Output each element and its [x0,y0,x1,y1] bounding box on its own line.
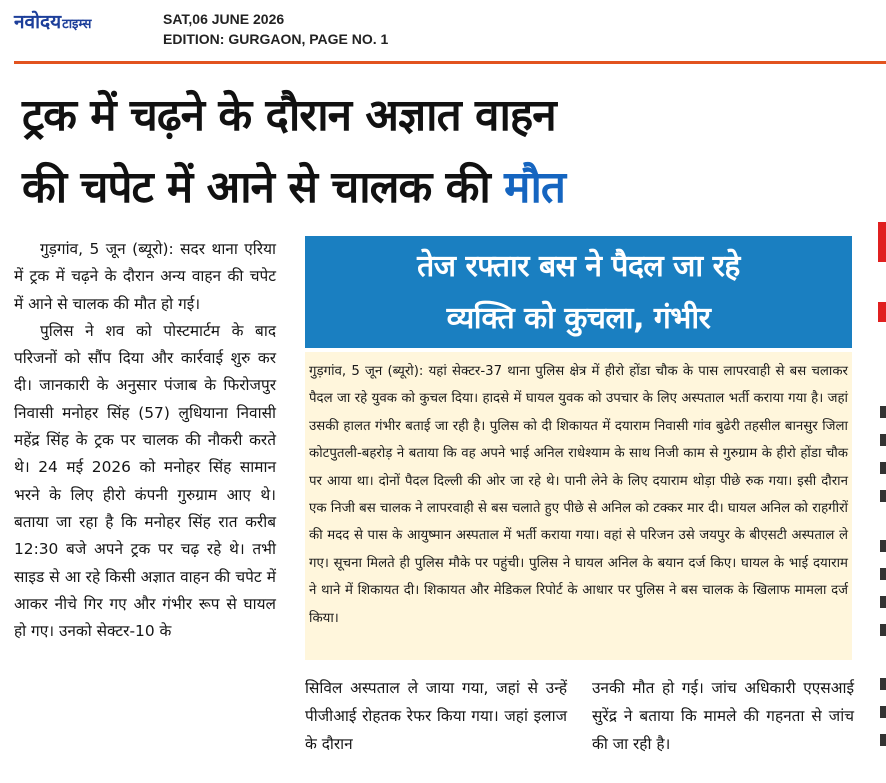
edition-line: EDITION: GURGAON, PAGE NO. 1 [163,31,389,47]
story-paragraph: पुलिस ने शव को पोस्टमार्टम के बाद परिजनों को सौंप दिया और कार्रवाई शुरु कर दी। जानकारी के अनुसार पंजाब के फिरोजपुर निवासी मनोहर सिंह (57) लुधियाना निवासी महेंद्र सिंह के ट्रक पर चालक की नौकरी करते थे। 24 मई 2026 को मनोहर सिंह सामान भरने के लिए हीरो कंपनी गुरुग्राम आए थे। बताया जा रहा है कि मनोहर सिंह रात करीब 12:30 बजे अपने ट्रक पर चढ़ रहे थे। तभी साइड से आ रहे किसी अज्ञात वाहन की चपेट में आकर नीचे गिर गए और गंभीर रूप से घायल हो गए। उनको सेक्टर-10 के [14,321,276,641]
text-fragment [880,462,886,474]
masthead-divider [14,61,886,64]
inset-story-body: गुड़गांव, 5 जून (ब्यूरो): यहां सेक्टर-37 थाना पुलिस क्षेत्र में हीरो होंडा चौक के पास लापरवाही से बस चलाकर पैदल जा रहे युवक को कुचल दिया। हादसे में घायल युवक को उपचार के लिए अस्पताल भर्ती कराया गया है। जहां उसकी हालत गंभीर बताई जा रही है। पुलिस को दी शिकायत में दयाराम निवासी गांव बुढेरी तहसील बानसुर जिला कोटपुतली-बहरोड़ ने बताया कि वह अपने भाई अनिल राधेश्याम के साथ निजी काम से गुरुग्राम के हीरो होंडा चौक पर आया था। दोनों पैदल दिल्ली की ओर जा रहे थे। पानी लेने के लिए दयाराम थोड़ा पीछे रुक गया। इसी दौरान एक निजी बस चालक ने लापरवाही से बस चलाते हुए पीछे से अनिल को टक्कर मार दी। घायल अनिल को राहगीरों की मदद से पास के आयुष्मान अस्पताल में भर्ती कराया गया। वहां से परिजन उसे जयपुर के बीएसटी अस्पताल ले गए। सूचना मिलते ही पुलिस मौके पर पहुंची। पुलिस ने घायल अनिल के बयान दर्ज किए। घायल के भाई दयाराम ने थाने में शिकायत दी। शिकायत और मेडिकल रिपोर्ट के आधार पर पुलिस ने बस चालक के खिलाफ मामला दर्ज किया। [305,352,852,660]
inset-headline-line-2: व्यक्ति को कुचला, गंभीर [446,301,711,336]
text-fragment [880,706,886,718]
inset-headline-line-1: तेज रफ्तार बस ने पैदल जा रहे [417,249,740,284]
headline-highlight: मौत [504,162,565,213]
text-fragment [880,434,886,446]
masthead [0,0,886,62]
text-fragment [880,568,886,580]
inset-headline-box [305,236,852,348]
headline-line-2 [22,152,872,224]
text-fragment [880,678,886,690]
logo-main: नवोदय [14,11,62,33]
main-headline [22,80,872,224]
headline-line-1: ट्रक में चढ़ने के दौरान अज्ञात वाहन [22,90,556,141]
text-fragment [880,406,886,418]
headline-line-2-text: की चपेट में आने से चालक की [22,162,490,213]
main-story-column [14,236,276,645]
continuation-column-2: उनकी मौत हो गई। जांच अधिकारी एएसआई सुरेंद्र ने बताया कि मामले की गहनता से जांच की जा रही है। [592,679,854,753]
text-fragment [880,624,886,636]
adjacent-page-fragment [878,222,886,783]
edition-info [163,9,388,49]
logo-sub: टाइम्स [62,17,92,32]
text-fragment [880,490,886,502]
story-paragraph: गुड़गांव, 5 जून (ब्यूरो): सदर थाना एरिया में ट्रक में चढ़ने के दौरान अन्य वाहन की चपेट में आने से चालक की मौत हो गई। [14,240,276,313]
red-marker [878,302,886,322]
issue-date: SAT,06 JUNE 2026 [163,11,285,27]
text-fragment [880,734,886,746]
newspaper-logo [14,8,91,34]
text-fragment [880,596,886,608]
text-fragment [880,540,886,552]
continuation-column-1: सिविल अस्पताल ले जाया गया, जहां से उन्हें पीजीआई रोहतक रेफर किया गया। जहां इलाज के दौरान [305,679,567,753]
red-marker [878,222,886,262]
